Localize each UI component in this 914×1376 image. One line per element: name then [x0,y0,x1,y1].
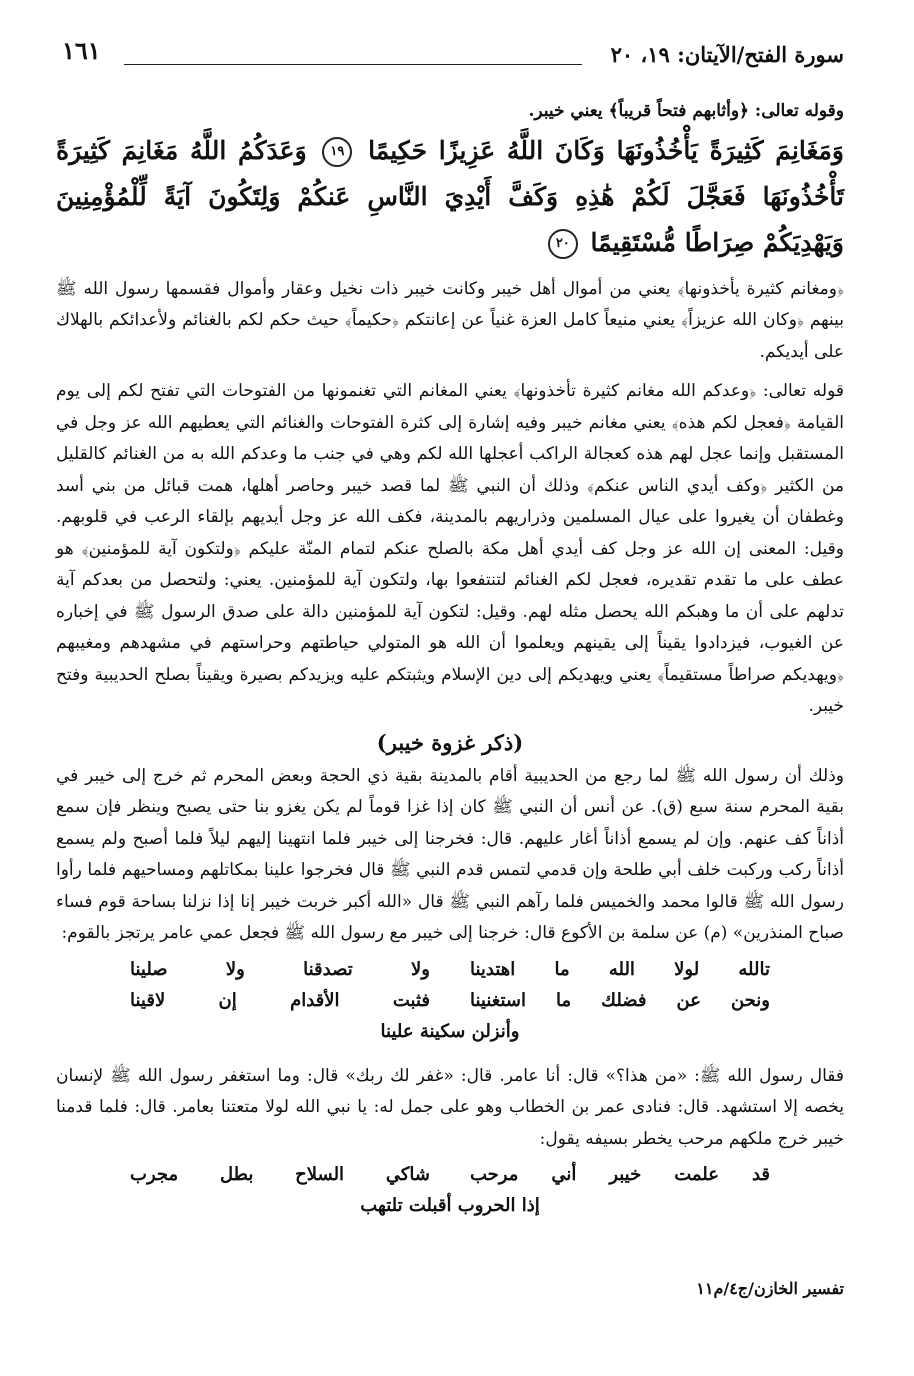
poem-hemistich: قد علمت خيبر أني مرحب [470,1164,770,1185]
spacer [56,266,844,274]
poem-line [130,985,770,1016]
commentary-paragraph: قوله تعالى: ﴿وعدكم الله مغانم كثيرة تأخذونها﴾ يعني المغانم التي تغنمونها من الفتوحات التي تفتح لكم إلى يوم القيامة ﴿فعجل لكم هذه﴾ يعني مغانم خيبر وفيه إشارة إلى كثرة الفتوحات والغنائم التي يعطيهم الله عز وجل في المستقبل وإنما عجل لهم هذه كعجالة الراكب أعجلها الله لكم وهي في جنب ما وعدكم الله به من الغنائم كالقليل من الكثير ﴿وكف أيدي الناس عنكم﴾ وذلك أن النبي ﷺ لما قصد خيبر وحاصر أهلها، همت قبائل من بني أسد وغطفان أن يغيروا على عيال المسلمين وذراريهم بالمدينة، فكف الله عز وجل أيديهم بإلقاء الرعب في قلوبهم. وقيل: المعنى إن الله عز وجل كف أيدي أهل مكة بالصلح عنكم لتمام المنّة عليكم ﴿ولتكون آية للمؤمنين﴾ هو عطف على ما تقدم تقديره، فعجل لكم الغنائم لتنتفعوا بها، ولتكون آية للمؤمنين. يعني: ولتحصل من بعدكم آية تدلهم على أن ما وهبكم الله يحصل مثله لهم. وقيل: لتكون آية للمؤمنين دالة على صدق الرسول ﷺ في إخباره عن الغيوب، فيزدادوا يقيناً إلى يقينهم ويعلموا أن الله هو المتولي حياطتهم وحراستهم في مشهدهم ومغيبهم ﴿ويهديكم صراطاً مستقيماً﴾ يعني ويهديكم إلى دين الإسلام ويثبتكم عليه ويزيدكم بصيرة ويقيناً بصلح الحديبية وفتح خيبر. [56,381,844,716]
running-title: سورة الفتح/الآيتان: ١٩، ٢٠ [610,42,844,67]
spacer [56,1047,844,1061]
header-rule [124,64,582,65]
commentary-paragraph: ﴿ومغانم كثيرة يأخذونها﴾ يعني من أموال أهل خيبر وكانت خيبر ذات نخيل وعقار وأموال فقسمها رسول الله ﷺ بينهم ﴿وكان الله عزيزاً﴾ يعني منيعاً كامل العزة غنياً عن إعانتكم ﴿حكيماً﴾ حيث حكم لكم بالغنائم ولأعدائكم بالهلاك على أيديكم. [56,278,844,362]
poem-hemistich: ولا تصدقنا ولا صلينا [130,958,430,980]
ayah-number-19: ١٩ [322,137,352,167]
section-paragraph: وذلك أن رسول الله ﷺ لما رجع من الحديبية أقام بالمدينة بقية ذي الحجة وبعض المحرم ثم خرج إلى خيبر في بقية المحرم سنة سبع (ق). عن أنس أن النبي ﷺ كان إذا غزا قوماً لم يكن يغزو بنا حتى يصبح وينظر فإن سمع أذاناً كف عنهم. وإن لم يسمع أذاناً أغار عليهم. قال: فخرجنا إلى خيبر فلما انتهينا إليهم ليلاً فلما أصبح ولم يسمع أذاناً ركب وركبت خلف أبي طلحة وإن قدمي لتمس قدم النبي ﷺ قال فخرجوا علينا بمكاتلهم ومساحيهم فلما رأوا رسول الله ﷺ قالوا محمد والخميس فلما رآهم النبي ﷺ قال «الله أكبر خربت خيبر إنا إذا نزلنا بساحة قوم فساء صباح المنذرين» (م) عن سلمة بن الأكوع قال: خرجنا إلى خيبر مع رسول الله ﷺ فجعل عمي عامر يرتجز بالقوم: [56,765,844,943]
page-header [62,34,844,74]
verse-20-text: وَعَدَكُمُ اللَّهُ مَغَانِمَ كَثِيرَةً تَأْخُذُونَهَا فَعَجَّلَ لَكُمْ هَٰذِهِ وَكَفَّ أَيْدِيَ النَّاسِ عَنكُمْ وَلِتَكُونَ آيَةً لِّلْمُؤْمِنِينَ وَيَهْدِيَكُمْ صِرَاطًا مُّسْتَقِيمًا [56,135,844,257]
poem-hemistich: شاكي السلاح بطل مجرب [130,1164,430,1185]
poem-hemistich: فثبت الأقدام إن لاقينا [130,989,430,1011]
poem-hemistich: ونحن عن فضلك ما استغنينا [470,989,770,1011]
poem-line: إذا الحروب أقبلت تلتهب [360,1195,540,1216]
footer-signature: تفسير الخازن/ج٤/م١١ [696,1279,844,1298]
page-number: ١٦١ [62,36,101,65]
ayah-number-20: ٢٠ [548,229,578,259]
closing-paragraph: فقال رسول الله ﷺ: «من هذا؟» قال: أنا عامر. قال: «غفر لك ربك» قال: وما استغفر رسول الله ﷺ لإنسان يخصه إلا استشهد. قال: فنادى عمر بن الخطاب وهو على جمل له: يا نبي الله لولا متعتنا بعامر. قال: فلما قدمنا خيبر خرج ملكهم مرحب يخطر بسيفه يقول: [56,1065,844,1149]
poem-verses-marhab [130,1159,770,1221]
spacer [56,368,844,376]
intro-line: وقوله تعالى: ﴿وأثابهم فتحاً قريباً﴾ يعني خيبر. [528,101,844,121]
poem-verses [130,954,770,1047]
section-heading: (ذكر غزوة خيبر) [376,729,524,755]
quran-verses [56,128,844,266]
page-body [56,96,844,1221]
poem-line [130,954,770,985]
poem-line [130,1159,770,1190]
verse-19-text: وَمَغَانِمَ كَثِيرَةً يَأْخُذُونَهَا وَكَانَ اللَّهُ عَزِيزًا حَكِيمًا [368,135,844,165]
poem-line: وأنزلن سكينة علينا [380,1020,520,1042]
poem-hemistich: تالله لولا الله ما اهتدينا [470,958,770,980]
